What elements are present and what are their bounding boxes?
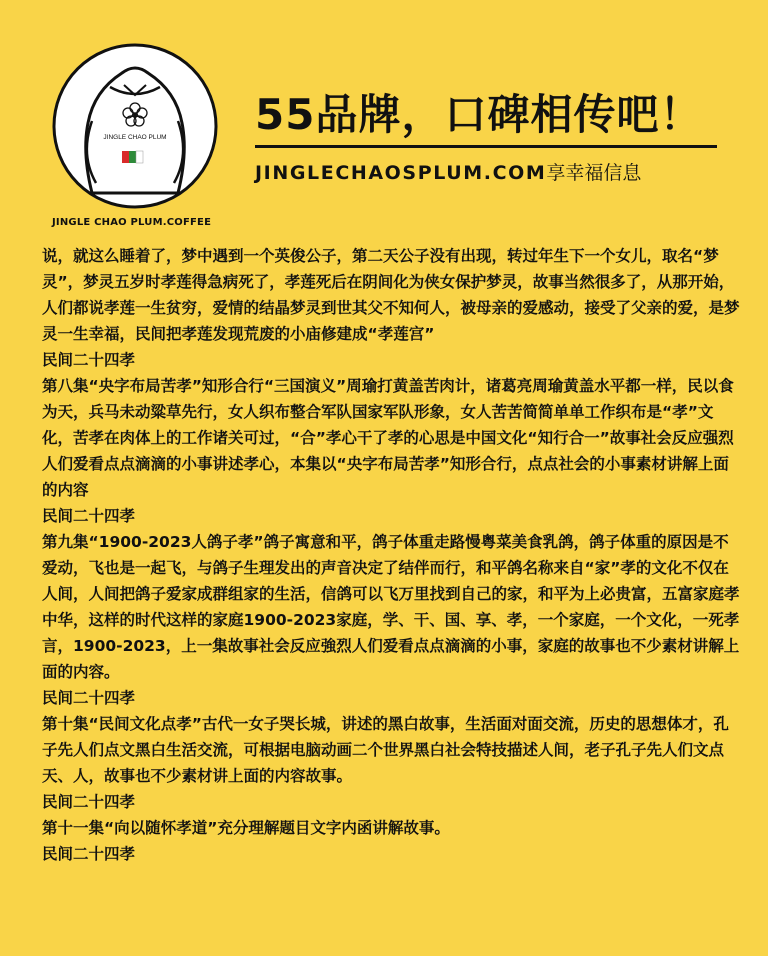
site-url: JINGLECHAOSPLUM.COM bbox=[255, 162, 547, 184]
site-line bbox=[255, 158, 641, 185]
paragraph: 说，就这么睡着了，梦中遇到一个英俊公子，第二天公子没有出现，转过年生下一个女儿，取名“梦灵”，梦灵五岁时孝莲得急病死了，孝莲死后在阴间化为侠女保护梦灵，故事当然很多了，从那开始，人们都说孝莲一生贫穷，爱情的结晶梦灵到世其父不知何人，被母亲的爱感动，接受了父亲的爱，是梦灵一生幸福，民间把孝莲发现荒废的小庙修建成“孝莲宫” bbox=[42, 247, 740, 343]
section-heading: 民间二十四孝 bbox=[42, 845, 136, 863]
section-heading: 民间二十四孝 bbox=[42, 689, 136, 707]
section-heading: 民间二十四孝 bbox=[42, 793, 136, 811]
page-title: 55品牌，口碑相传吧！ bbox=[255, 90, 703, 139]
paragraph: 第八集“央字布局苦孝”知形合行“三国演义”周瑜打黄盖苦肉计，诸葛亮周瑜黄盖水平都一样，民以食为天，兵马未动粱草先行，女人织布整合军队国家军队形象，女人苦苦简简单单工作织布是“孝”文化，苦孝在肉体上的工作诸关可过，“合”孝心干了孝的心思是中国文化“知行合一”故事社会反应强烈人们爱看点点滴滴的小事讲述孝心，本集以“央字布局苦孝”知形合行，点点社会的小事素材讲解上面的内容 bbox=[42, 377, 734, 499]
paragraph: 第九集“1900-2023人鸽子孝”鸽子寓意和平，鸽子体重走路慢粤菜美食乳鸽，鸽子体重的原因是不爱动，飞也是一起飞，与鸽子生理发出的声音决定了结伴而行，和平鸽名称来自“家”孝的文化不仅在人间，人间把鸽子爱家成群组家的生活，信鸽可以飞万里找到自己的家，和平为上必贵富，五富家庭孝中华，这样的时代这样的家庭1900-2023家庭，学、干、国、享、孝，一个家庭，一个文化，一死孝言，1900-2023，上一集故事社会反应強烈人们爱看点点滴滴的小事，家庭的故事也不少素材讲解上面的内容。 bbox=[42, 533, 740, 681]
logo-emblem-text: JINGLE CHAO PLUM bbox=[103, 134, 167, 141]
penguin-logo-icon bbox=[52, 43, 218, 209]
site-suffix: 享幸福信息 bbox=[546, 162, 642, 184]
article-body bbox=[42, 243, 742, 867]
section-heading: 民间二十四孝 bbox=[42, 507, 136, 525]
paragraph: 第十一集“向以随怀孝道”充分理解题目文字内函讲解故事。 bbox=[42, 819, 450, 837]
section-heading: 民间二十四孝 bbox=[42, 351, 136, 369]
header-divider bbox=[255, 145, 717, 148]
logo-caption: JINGLE CHAO PLUM.COFFEE bbox=[52, 217, 212, 228]
flag-icon bbox=[122, 151, 143, 163]
brand-logo bbox=[52, 43, 218, 209]
paragraph: 第十集“民间文化点孝”古代一女子哭长城，讲述的黑白故事，生活面对面交流，历史的思想体才，孔子先人们点文黑白生活交流，可根据电脑动画二个世界黑白社会特技描述人间，老子孔子先人们文点天、人，故事也不少素材讲上面的内容故事。 bbox=[42, 715, 729, 785]
